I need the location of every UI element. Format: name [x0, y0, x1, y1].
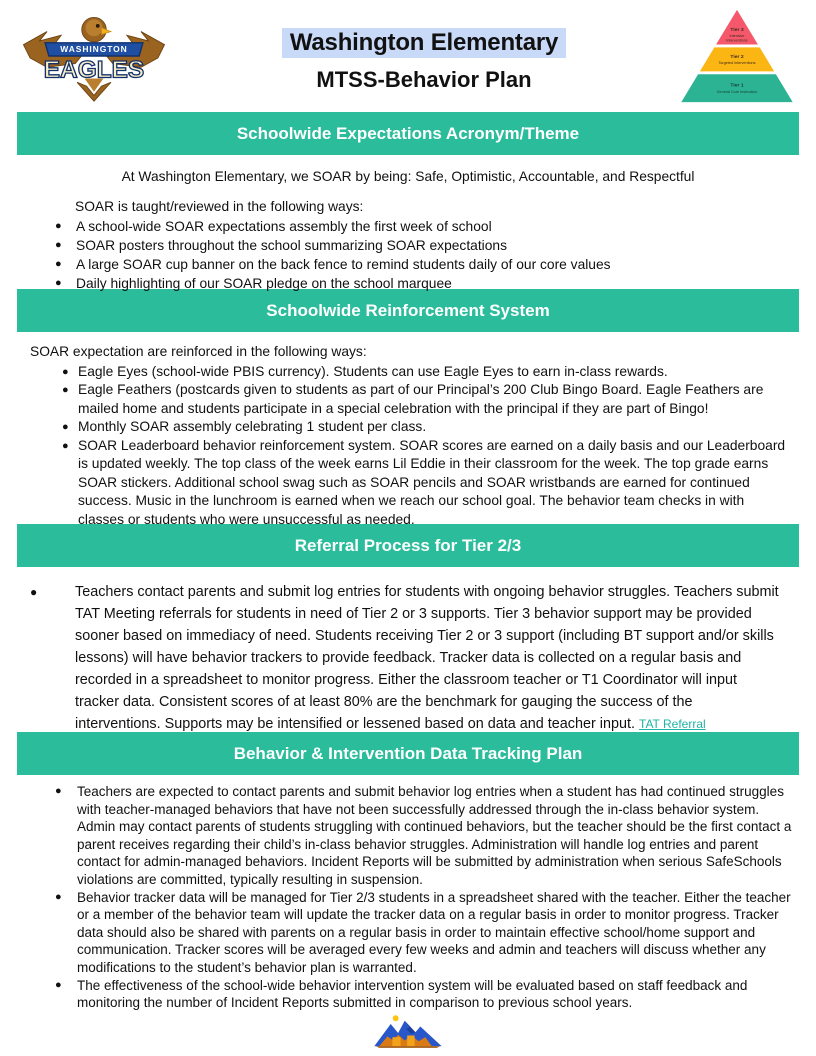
bullet-icon: ● — [55, 239, 62, 251]
bullet-icon: ● — [55, 220, 62, 232]
bullet-text: Monthly SOAR assembly celebrating 1 student per class. — [78, 419, 427, 434]
bullet-text: Behavior tracker data will be managed for Tier 2/3 students in a spreadsheet shared with the teacher. Either the teacher or a member of the behavior team will update the tracker data on a regular basis in order to monitor progress. Tracker data should also be shared with parents on a regular basis in order to maintain effective school/home support and communication. Tracker scores will be averaged every few weeks and admin and teachers will discuss whether any modifications to the student’s behavior plan is warranted. — [77, 889, 791, 975]
bullet-text: Eagle Eyes (school-wide PBIS currency). Students can use Eagle Eyes to earn in-class rewards. — [78, 363, 668, 379]
bullet-icon: ● — [55, 785, 62, 797]
referral-paragraph: Teachers contact parents and submit log entries for students with ongoing behavior struggles. Teachers submit TAT Meeting referrals for students in need of Tier 2 or 3 supports. Tier 3 behavior support may be provided sooner based on immediacy of need. Students receiving Tier 2 or 3 support (including BT support and/or skills lessons) will have behavior trackers to provide feedback. Tracker data is collected on a regular basis and recorded in a spreadsheet to monitor progress. Either the classroom teacher or T1 Coordinator will input tracker data. Consistent scores of at least 80% are the benchmark for gauging the success of the interventions. Supports may be intensified or lessened based on data and teacher input. — [75, 584, 779, 732]
bullet-text: Eagle Feathers (postcards given to students as part of our Principal’s 200 Club Bingo Board. Eagle Feathers are mailed home and students participate in a special celebration with the principal if they are part of Bingo! — [78, 382, 764, 416]
section-body-reinforcement — [0, 332, 816, 527]
logo-school-name-text: WASHINGTON — [60, 44, 128, 55]
page-title: Washington Elementary — [282, 28, 566, 58]
section-header-expectations — [17, 112, 799, 155]
bullet-text: A large SOAR cup banner on the back fence to remind students daily of our core values — [76, 257, 611, 272]
pyramid-tier3-desc-line1: Intensive — [729, 33, 745, 38]
document-header — [0, 0, 816, 112]
list-item — [0, 236, 816, 255]
eagles-school-logo-icon — [18, 9, 170, 103]
bullet-text — [75, 581, 782, 735]
section1-lead-text: SOAR is taught/reviewed in the following ways: — [75, 199, 364, 214]
bullet-text: Teachers are expected to contact parents and submit behavior log entries when a student has had continued struggles with teacher-managed behaviors that have not been successfully addressed through the in-class behavior system. Admin may contact parents of students struggling with continued behaviors, but the teacher should be the first contact a parent receives regarding their child’s in-class behavior struggles. Administration will handle log entries and parent contact for admin-managed behaviors. Incident Reports will be submitted by administration when serious SafeSchools violations are committed, typically resulting in suspension. — [77, 784, 792, 887]
list-item — [30, 381, 792, 418]
section-title: Schoolwide Expectations Acronym/Theme — [236, 123, 580, 143]
bullet-icon: ● — [62, 384, 69, 396]
bullet-icon: ● — [55, 258, 62, 270]
bullet-icon: ● — [55, 277, 62, 289]
list-item — [0, 217, 816, 236]
section2-bullet-list — [30, 363, 792, 530]
bullet-text: SOAR posters throughout the school summarizing SOAR expectations — [76, 238, 507, 253]
section-body-expectations — [0, 155, 816, 289]
bullet-icon: ● — [62, 421, 69, 433]
list-item — [0, 889, 792, 977]
section4-bullet-list — [0, 783, 792, 1012]
list-item — [0, 783, 792, 889]
section-body-data-tracking — [0, 775, 816, 1011]
list-item — [30, 437, 792, 530]
list-item — [30, 418, 792, 437]
bullet-icon: ● — [55, 890, 62, 903]
page-footer — [0, 1010, 816, 1056]
list-item — [0, 581, 790, 735]
bullet-icon: ● — [55, 978, 62, 991]
section-header-reinforcement — [17, 289, 799, 332]
bullet-text: The effectiveness of the school-wide behavior intervention system will be evaluated based on staff feedback and monitoring the number of Incident Reports submitted in comparison to previous school years. — [77, 977, 748, 1011]
list-item — [0, 977, 792, 1012]
bullet-text: Daily highlighting of our SOAR pledge on the school marquee — [76, 276, 452, 291]
bullet-icon: ● — [62, 365, 69, 378]
section-title: Behavior & Intervention Data Tracking Plan — [233, 743, 583, 763]
tat-referral-link[interactable]: TAT Referral — [639, 717, 706, 731]
pyramid-tier1-label: Tier 1 — [730, 82, 744, 89]
pyramid-tier3-desc-line2: Interventions — [726, 38, 748, 43]
pyramid-tier3-label: Tier 3 — [730, 27, 744, 34]
title-block — [170, 20, 678, 93]
section3-bullet-list — [0, 581, 790, 735]
section-header-referral — [17, 524, 799, 567]
bullet-icon: ● — [30, 585, 38, 599]
section-header-data-tracking — [17, 732, 799, 775]
bullet-text: A school-wide SOAR expectations assembly the first week of school — [76, 219, 492, 234]
logo-mascot-text: EAGLES — [43, 56, 145, 84]
bullet-text: SOAR Leaderboard behavior reinforcement system. SOAR scores are earned on a daily basis and our Leaderboard is updated weekly. The top class of the week earns Lil Eddie in their classroom for the week. The top grade earns SOAR stickers. Additional school swag such as SOAR pencils and SOAR wristbands are earned for continued success. Music in the lunchroom is earned when we reach our school goal. The behavior team checks in with classes or students who were unsuccessful as needed. — [78, 437, 786, 527]
section-title: Schoolwide Reinforcement System — [266, 300, 550, 320]
section2-lead-text: SOAR expectation are reinforced in the following ways: — [30, 344, 367, 359]
section-body-referral — [0, 567, 816, 732]
pyramid-tier1-desc: General Core Instruction — [716, 89, 758, 94]
pyramid-tier2-desc: Targeted Interventions — [718, 61, 756, 66]
page-subtitle: MTSS-Behavior Plan — [316, 66, 532, 92]
mtss-tier-pyramid-icon — [678, 8, 796, 104]
soar-acronym-statement: At Washington Elementary, we SOAR by being: Safe, Optimistic, Accountable, and Respectful — [121, 169, 695, 184]
list-item — [0, 255, 816, 274]
pyramid-tier2-label: Tier 2 — [730, 53, 744, 60]
bullet-icon: ● — [62, 439, 69, 452]
list-item — [30, 363, 792, 382]
section-title: Referral Process for Tier 2/3 — [294, 535, 522, 555]
section1-bullet-list — [0, 217, 816, 293]
district-mountain-sun-logo-icon — [371, 1010, 445, 1052]
